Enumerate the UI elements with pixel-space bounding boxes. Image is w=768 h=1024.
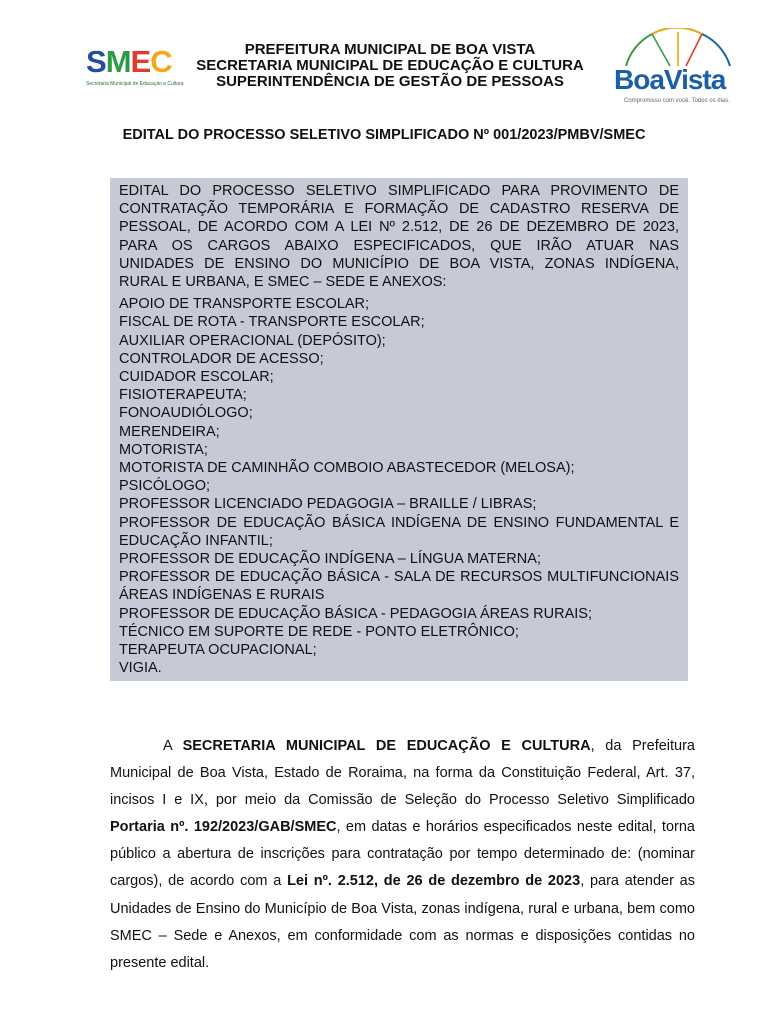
header-titles bbox=[190, 42, 590, 90]
cargo-item: PSICÓLOGO; bbox=[119, 478, 211, 495]
document-title: EDITAL DO PROCESSO SELETIVO SIMPLIFICADO Nº 001/2023/PMBV/SMEC bbox=[122, 127, 646, 143]
cargo-list bbox=[119, 295, 679, 677]
body-bold-portaria: Portaria nº. 192/2023/GAB/SMEC bbox=[110, 819, 337, 836]
smec-logo-letter-m: M bbox=[105, 44, 131, 79]
body-bold-lei: Lei nº. 2.512, de 26 de dezembro de 2023 bbox=[287, 873, 581, 890]
cargo-item: PROFESSOR DE EDUCAÇÃO BÁSICA INDÍGENA DE ENSINO FUNDAMENTAL E EDUCAÇÃO INFANTIL; bbox=[119, 514, 679, 549]
smec-logo-subtitle: Secretaria Municipal de Educação e Cultura bbox=[86, 81, 184, 87]
body-text: A bbox=[163, 738, 183, 754]
cargo-item: APOIO DE TRANSPORTE ESCOLAR; bbox=[119, 296, 370, 313]
smec-logo-wordmark bbox=[86, 44, 172, 80]
summary-intro bbox=[119, 182, 679, 291]
boa-vista-logo bbox=[608, 28, 748, 106]
smec-logo-letter-e: E bbox=[130, 44, 151, 79]
cargo-item: CUIDADOR ESCOLAR; bbox=[119, 369, 274, 386]
boa-vista-logo-wordmark: BoaVista bbox=[614, 64, 726, 95]
summary-intro-line: RURAL E URBANA, E SMEC – SEDE E ANEXOS: bbox=[119, 274, 447, 291]
cargo-item: PROFESSOR DE EDUCAÇÃO BÁSICA - PEDAGOGIA ÁREAS RURAIS; bbox=[119, 605, 592, 622]
body-text: , para atender as Unidades de Ensino do Município de Boa Vista, zonas indígena, rural e urbana, bem como SMEC – Sede e Anexos, em conformidade com as normas e disposições contidas no presente edital. bbox=[110, 873, 695, 971]
cargo-item: FISCAL DE ROTA - TRANSPORTE ESCOLAR; bbox=[119, 314, 425, 331]
smec-logo-letter-s: S bbox=[86, 44, 106, 79]
cargo-item: MOTORISTA DE CAMINHÃO COMBOIO ABASTECEDOR (MELOSA); bbox=[119, 460, 575, 477]
cargo-item: FISIOTERAPEUTA; bbox=[119, 387, 247, 404]
body-paragraph bbox=[110, 733, 695, 977]
cargo-item: TERAPEUTA OCUPACIONAL; bbox=[119, 642, 317, 659]
boa-vista-logo-slogan: Compromisso com você. Todos os dias. bbox=[624, 98, 730, 104]
summary-intro-line: EDITAL DO PROCESSO SELETIVO SIMPLIFICADO PARA PROVIMENTO DE bbox=[119, 183, 679, 199]
cargo-item: MOTORISTA; bbox=[119, 441, 208, 458]
summary-intro-line: UNIDADES DE ENSINO DO MUNICÍPIO DE BOA VISTA, ZONAS INDÍGENA, bbox=[119, 255, 679, 272]
body-text: , em datas e horários especificados neste edital, torna público a abertura de inscrições para contratação por tempo determinado de: (nominar cargos), de acordo com a bbox=[110, 819, 695, 890]
header-line-prefeitura: PREFEITURA MUNICIPAL DE BOA VISTA bbox=[244, 41, 536, 58]
cargo-item: PROFESSOR LICENCIADO PEDAGOGIA – BRAILLE / LIBRAS; bbox=[119, 496, 537, 513]
header-line-secretaria: SECRETARIA MUNICIPAL DE EDUCAÇÃO E CULTURA bbox=[196, 57, 584, 74]
header-line-superintendencia: SUPERINTENDÊNCIA DE GESTÃO DE PESSOAS bbox=[216, 73, 564, 90]
smec-logo-letter-c: C bbox=[150, 44, 172, 79]
cargo-item: AUXILIAR OPERACIONAL (DEPÓSITO); bbox=[119, 332, 386, 349]
smec-logo bbox=[86, 44, 190, 92]
summary-box bbox=[110, 178, 688, 681]
document-header bbox=[0, 0, 768, 110]
summary-intro-line: CONTRATAÇÃO TEMPORÁRIA E FORMAÇÃO DE CADASTRO RESERVA DE bbox=[119, 201, 679, 218]
cargo-item: VIGIA. bbox=[119, 660, 162, 677]
summary-intro-line: PESSOAL, DE ACORDO COM A LEI Nº 2.512, DE 26 DE DEZEMBRO DE 2023, bbox=[119, 219, 679, 236]
cargo-item: PROFESSOR DE EDUCAÇÃO BÁSICA - SALA DE RECURSOS MULTIFUNCIONAIS ÁREAS INDÍGENAS E RURAIS bbox=[119, 569, 679, 604]
body-text: , da Prefeitura Municipal de Boa Vista, Estado de Roraima, na forma da Constituição Federal, Art. 37, incisos I e IX, por meio da Comissão de Seleção do Processo Seletivo Simplificado bbox=[110, 738, 695, 809]
boa-vista-logo-arcs-icon bbox=[622, 28, 734, 68]
body-bold-secretaria: SECRETARIA MUNICIPAL DE EDUCAÇÃO E CULTURA bbox=[182, 738, 591, 754]
cargo-item: FONOAUDIÓLOGO; bbox=[119, 405, 253, 422]
summary-intro-line: PARA OS CARGOS ABAIXO ESPECIFICADOS, QUE IRÃO ATUAR NAS bbox=[119, 237, 679, 254]
cargo-item: PROFESSOR DE EDUCAÇÃO INDÍGENA – LÍNGUA MATERNA; bbox=[119, 551, 541, 568]
cargo-item: CONTROLADOR DE ACESSO; bbox=[119, 350, 324, 367]
cargo-item: TÉCNICO EM SUPORTE DE REDE - PONTO ELETRÔNICO; bbox=[119, 623, 519, 640]
cargo-item: MERENDEIRA; bbox=[119, 423, 220, 440]
